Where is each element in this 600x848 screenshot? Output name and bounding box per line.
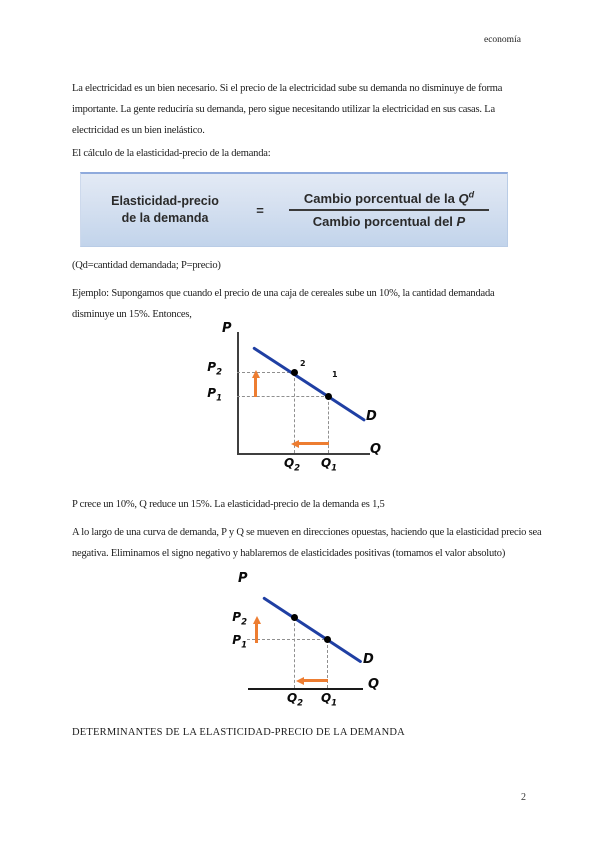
point-2-label: 2	[300, 359, 306, 368]
qty-1-base: Q	[320, 456, 332, 470]
price-increase-arrow-icon	[251, 370, 260, 397]
quantity-1-tick-label	[314, 456, 344, 475]
paragraph-calc: El cálculo de la elasticidad-precio de la demanda:	[72, 148, 271, 159]
fraction-denominator	[285, 214, 493, 229]
formula-lhs	[81, 193, 249, 227]
denominator-variable: P	[456, 214, 466, 229]
demand-curve-figure-2	[220, 572, 405, 712]
arrow-head	[291, 440, 299, 448]
numerator-variable: Q	[458, 191, 469, 206]
price-2-tick-label	[211, 610, 247, 629]
note-qd-definition: (Qd=cantidad demandada; P=precio)	[72, 260, 221, 271]
arrow-stem	[299, 442, 329, 445]
x-axis-line	[237, 453, 370, 455]
numerator-text: Cambio porcentual de la	[303, 191, 459, 206]
arrow-stem	[254, 378, 257, 397]
qty-1-sub: 1	[331, 698, 338, 709]
arrow-stem	[304, 679, 328, 682]
price-1-tick-label	[186, 386, 222, 405]
numerator-superscript: d	[468, 189, 475, 200]
price-1-sub: 1	[241, 640, 247, 651]
arrow-stem	[255, 624, 258, 643]
qty-1-sub: 1	[331, 463, 338, 474]
page-number: 2	[521, 792, 526, 803]
qty-1-base: Q	[320, 691, 332, 705]
x-axis-label: Q	[370, 442, 382, 457]
quantity-2-tick-label	[280, 691, 310, 710]
page-header: economía	[484, 35, 521, 45]
demand-curve-label: D	[363, 652, 374, 667]
y-axis-line	[237, 332, 239, 453]
fraction-numerator	[285, 191, 493, 206]
qty-2-base: Q	[286, 691, 298, 705]
formula-lhs-line2: de la demanda	[121, 211, 209, 225]
paragraph-result: P crece un 10%, Q reduce un 15%. La elasticidad-precio de la demanda es 1,5	[72, 499, 385, 510]
price-2-base: P	[207, 360, 217, 374]
equals-sign: =	[256, 202, 264, 218]
paragraph-direction: A lo largo de una curva de demanda, P y Q se mueven en direcciones opuestas, haciendo que la elasticidad precio sea negativa. Eliminamos el signo negativo y hablaremos de elasticidades positivas (tomamos el valor absoluto)	[72, 527, 542, 559]
dashed-guide-q2	[294, 618, 295, 688]
price-1-tick-label	[211, 633, 247, 652]
data-point-2	[291, 614, 298, 621]
arrow-head	[252, 370, 260, 378]
fraction-bar	[289, 209, 489, 211]
qty-2-base: Q	[283, 456, 295, 470]
paragraph-example: Ejemplo: Supongamos que cuando el precio de una caja de cereales sube un 10%, la cantidad demandada disminuye un 15%. Entonces,	[72, 288, 495, 320]
y-axis-label: P	[238, 571, 248, 586]
point-1-label: 1	[332, 370, 338, 379]
data-point-1	[325, 393, 332, 400]
qty-2-sub: 2	[297, 698, 304, 709]
y-axis-label: P	[222, 321, 232, 336]
price-1-base: P	[207, 386, 217, 400]
formula-fraction	[271, 191, 507, 229]
demand-curve-figure-1	[180, 322, 400, 474]
quantity-decrease-arrow-icon	[296, 676, 328, 685]
price-1-base: P	[232, 633, 242, 647]
demand-curve-line	[252, 346, 366, 422]
denominator-text: Cambio porcentual del	[312, 214, 457, 229]
price-2-sub: 2	[216, 367, 222, 378]
paragraph-intro: La electricidad es un bien necesario. Si el precio de la electricidad sube su demanda no disminuye de forma importante. La gente reduciría su demanda, pero sigue necesitando utilizar la electricidad en sus casas. La electricidad es un bien inelástico.	[72, 83, 503, 136]
x-axis-line	[248, 688, 363, 690]
price-2-base: P	[232, 610, 242, 624]
section-heading-determinants: DETERMINANTES DE LA ELASTICIDAD-PRECIO DE LA DEMANDA	[72, 727, 405, 738]
price-2-tick-label	[186, 360, 222, 379]
data-point-2	[291, 369, 298, 376]
quantity-2-tick-label	[277, 456, 307, 475]
price-2-sub: 2	[241, 617, 247, 628]
quantity-1-tick-label	[314, 691, 344, 710]
formula-lhs-line1: Elasticidad-precio	[111, 194, 219, 208]
qty-2-sub: 2	[294, 463, 301, 474]
data-point-1	[324, 636, 331, 643]
formula-box	[80, 172, 508, 247]
arrow-head	[296, 677, 304, 685]
dashed-guide-p2	[237, 372, 295, 373]
demand-curve-line	[262, 596, 362, 663]
x-axis-label: Q	[368, 677, 380, 692]
price-increase-arrow-icon	[252, 616, 261, 643]
quantity-decrease-arrow-icon	[291, 439, 329, 448]
price-1-sub: 1	[216, 393, 222, 404]
arrow-head	[253, 616, 261, 624]
demand-curve-label: D	[366, 409, 377, 424]
